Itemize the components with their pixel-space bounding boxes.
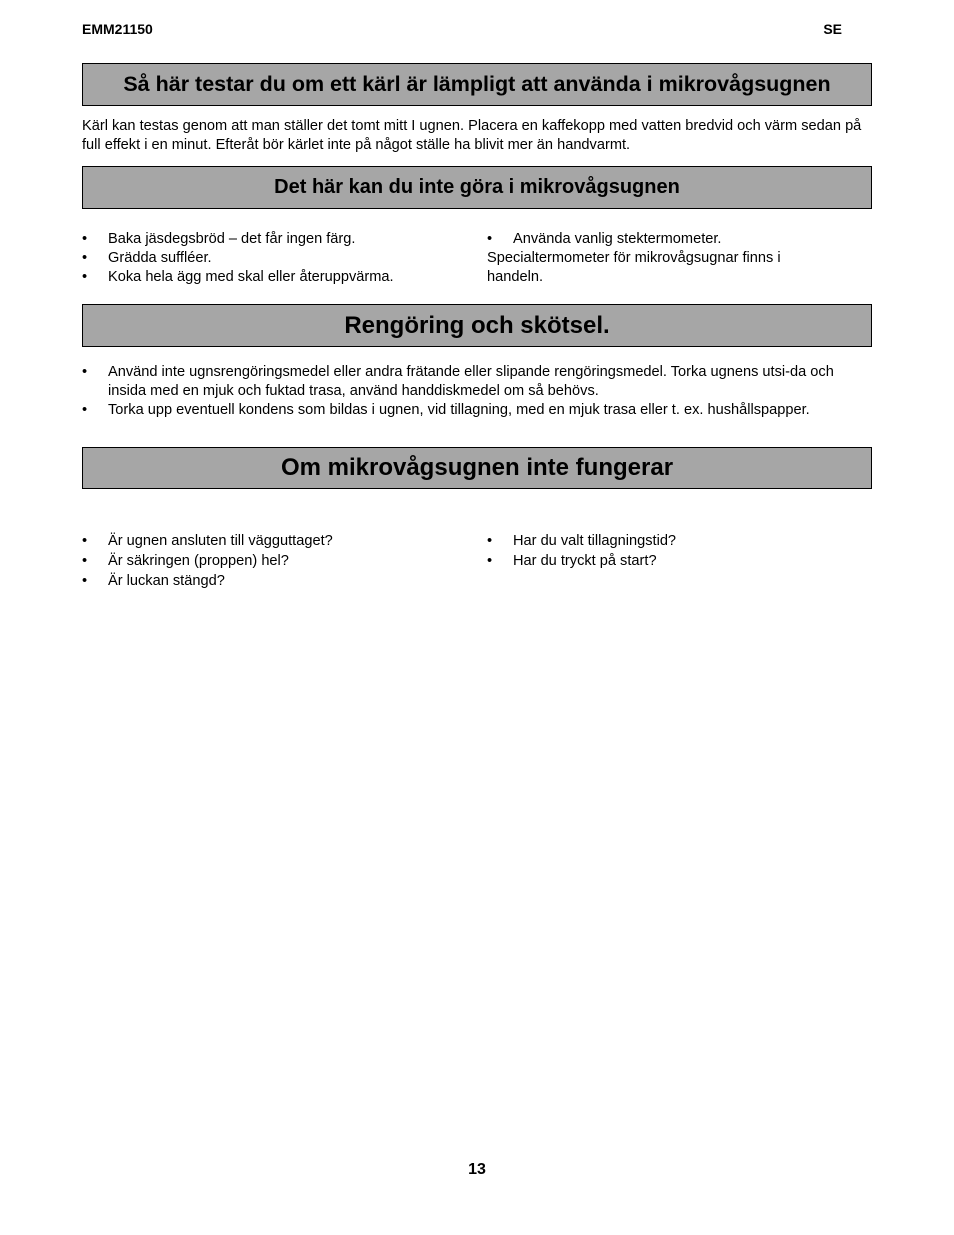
list-item: • Grädda suffléer. [82, 249, 472, 268]
list-item: • Torka upp eventuell kondens som bildas i ugnen, vid tillagning, med en mjuk trasa eller t. ex. hushållspapper. [82, 401, 872, 420]
section-heading-text: Så här testar du om ett kärl är lämpligt att använda i mikrovågsugnen [123, 72, 831, 96]
section-heading-test-vessel [82, 63, 872, 106]
language-code: SE [823, 21, 842, 37]
troubleshooting-list-left [82, 531, 472, 591]
list-item: • Använd inte ugnsrengöringsmedel eller andra frätande eller slipande rengöringsmedel. Torka ugnens utsi-da och insida med en mjuk och fuktad trasa, använd handdiskmedel om så behövs. [82, 363, 872, 401]
list-item: • Använda vanlig stektermometer. [487, 230, 847, 249]
list-item: • Är säkringen (proppen) hel? [82, 551, 472, 571]
section-heading-text: Om mikrovågsugnen inte fungerar [280, 454, 674, 481]
troubleshooting-list-right [487, 531, 847, 571]
list-item: • Är ugnen ansluten till vägguttaget? [82, 531, 472, 551]
not-allowed-list-right [487, 230, 847, 249]
section-heading-not-allowed [82, 166, 872, 209]
cleaning-list [82, 363, 872, 420]
list-item: • Baka jäsdegsbröd – det får ingen färg. [82, 230, 472, 249]
not-allowed-list-left [82, 230, 472, 287]
list-item: • Har du valt tillagningstid? [487, 531, 847, 551]
list-item: • Koka hela ägg med skal eller återuppvärma. [82, 268, 472, 287]
section-heading-text: Det här kan du inte göra i mikrovågsugnen [274, 176, 680, 198]
list-item: • Har du tryckt på start? [487, 551, 847, 571]
list-item: • Är luckan stängd? [82, 571, 472, 591]
page-number: 13 [468, 1161, 486, 1178]
document-model: EMM21150 [82, 21, 153, 37]
section-heading-troubleshooting [82, 447, 872, 489]
section-heading-cleaning [82, 304, 872, 347]
section-paragraph-test-vessel: Kärl kan testas genom att man ställer det tomt mitt I ugnen. Placera en kaffekopp med vatten bredvid och värm sedan på full effekt i en minut. Efteråt bör kärlet inte på något ställe ha blivit mer än handvarmt. [82, 118, 862, 153]
not-allowed-right-continuation: Specialtermometer för mikrovågsugnar finns i handeln. [487, 250, 781, 285]
section-heading-text: Rengöring och skötsel. [344, 312, 610, 339]
